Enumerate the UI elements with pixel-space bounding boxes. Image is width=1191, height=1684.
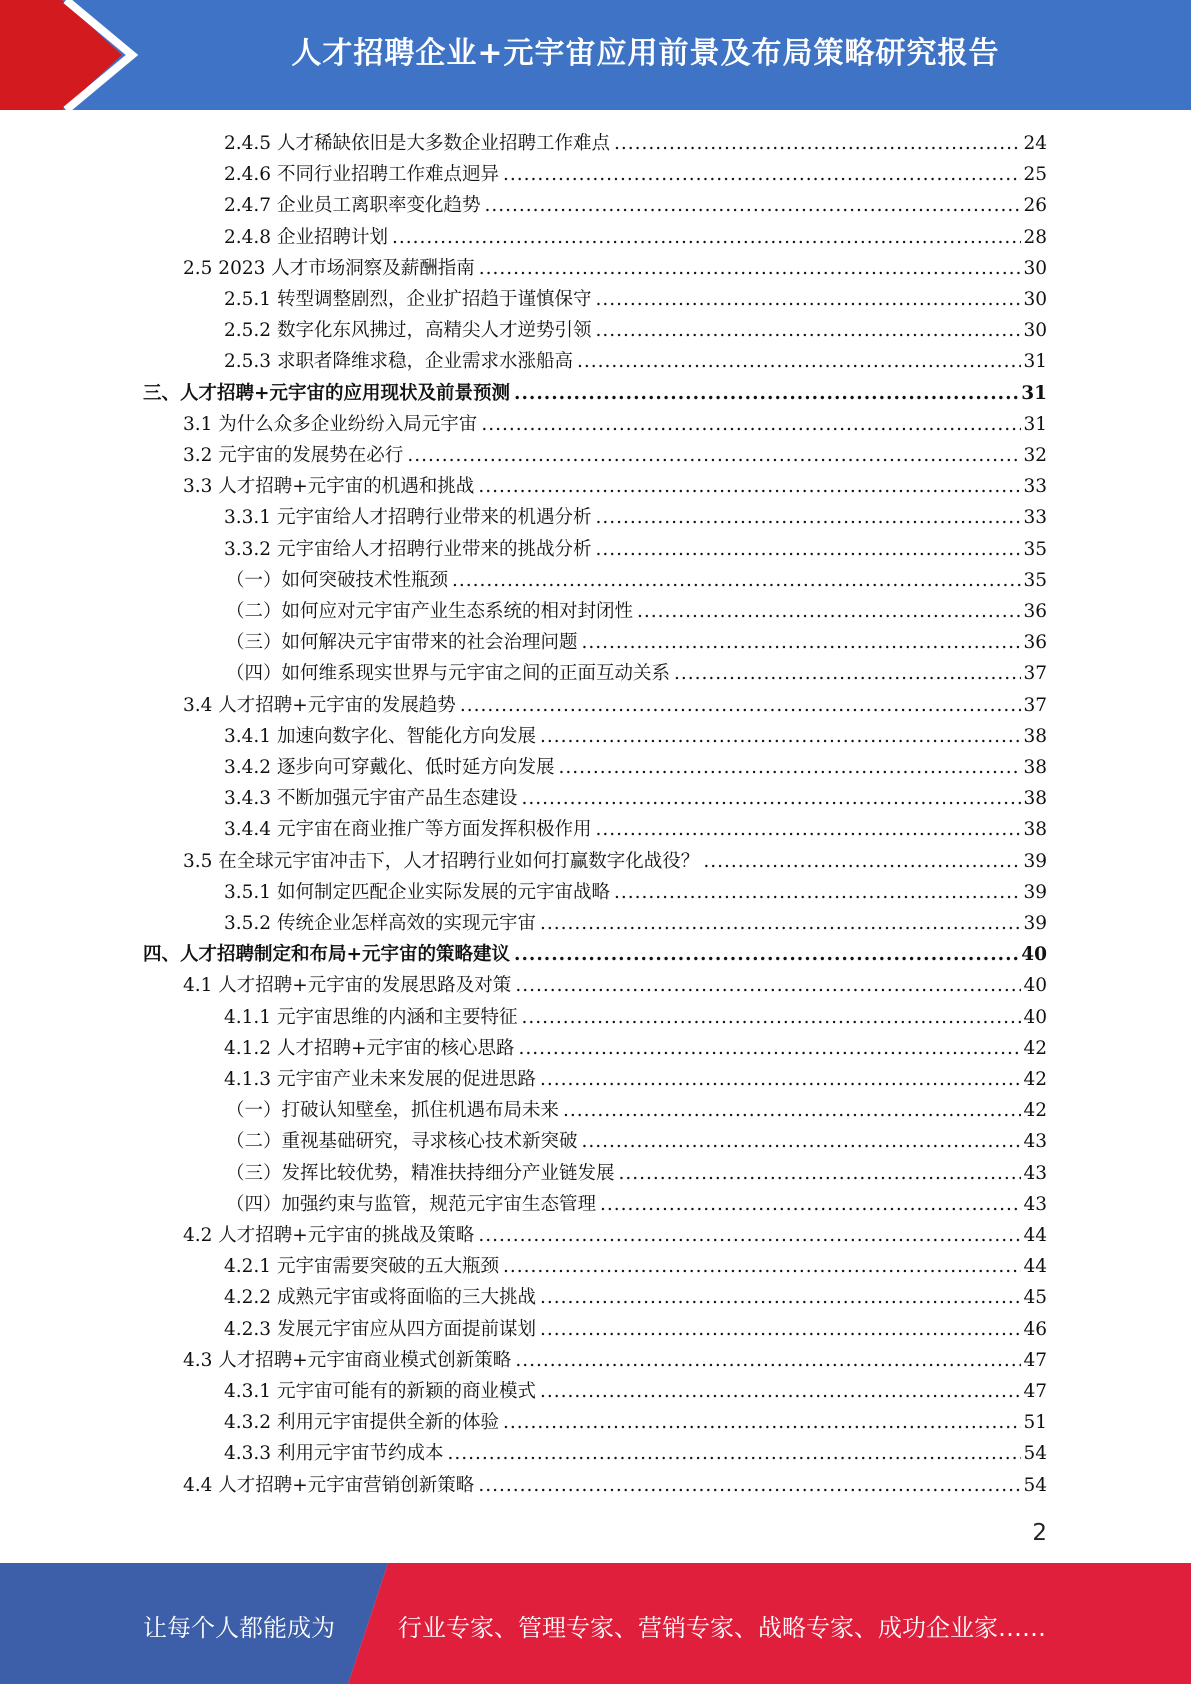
toc-entry[interactable] bbox=[183, 690, 1047, 721]
toc-entry-title: 3.4 人才招聘+元宇宙的发展趋势 bbox=[183, 694, 456, 716]
toc-entry-page: 38 bbox=[1023, 819, 1047, 841]
toc-entry-page: 43 bbox=[1023, 1162, 1047, 1184]
toc-entry[interactable] bbox=[224, 721, 1047, 752]
toc-entry-page: 40 bbox=[1023, 1006, 1047, 1028]
toc-entry[interactable] bbox=[183, 253, 1047, 284]
toc-dot-leader bbox=[392, 222, 1021, 253]
page-number: 2 bbox=[1032, 1520, 1047, 1546]
toc-entry-page: 28 bbox=[1023, 226, 1047, 248]
toc-dot-leader bbox=[595, 502, 1021, 533]
toc-entry-title: 3.2 元宇宙的发展势在必行 bbox=[183, 445, 404, 466]
toc-dot-leader bbox=[595, 284, 1021, 315]
toc-entry[interactable] bbox=[224, 877, 1047, 908]
toc-entry[interactable] bbox=[224, 908, 1047, 939]
toc-entry[interactable] bbox=[226, 658, 1047, 689]
toc-dot-leader bbox=[518, 1033, 1021, 1064]
toc-dot-leader bbox=[521, 1002, 1021, 1033]
toc-entry-page: 35 bbox=[1023, 569, 1047, 591]
toc-entry-title: 4.1.1 元宇宙思维的内涵和主要特征 bbox=[224, 1006, 518, 1028]
toc-dot-leader bbox=[460, 690, 1022, 721]
toc-dot-leader bbox=[540, 908, 1021, 939]
toc-entry-title: （一）打破认知壁垒，抓住机遇布局未来 bbox=[226, 1100, 560, 1122]
toc-entry-title: 3.5 在全球元宇宙冲击下，人才招聘行业如何打赢数字化战役？ bbox=[183, 850, 700, 872]
toc-entry-title: 三、人才招聘+元宇宙的应用现状及前景预测 bbox=[143, 382, 511, 404]
toc-entry[interactable] bbox=[226, 565, 1047, 596]
toc-entry[interactable] bbox=[183, 970, 1047, 1001]
toc-entry-page: 37 bbox=[1023, 663, 1047, 685]
toc-dot-leader bbox=[521, 783, 1021, 814]
toc-chapter[interactable] bbox=[143, 939, 1047, 970]
toc-entry[interactable] bbox=[224, 814, 1047, 845]
toc-entry-title: 4.2.3 发展元宇宙应从四方面提前谋划 bbox=[224, 1318, 536, 1340]
toc-entry-title: 2.5 2023 人才市场洞察及薪酬指南 bbox=[183, 257, 475, 279]
toc-dot-leader bbox=[481, 409, 1021, 440]
toc-entry[interactable] bbox=[224, 502, 1047, 533]
toc-dot-leader bbox=[540, 1282, 1021, 1313]
toc-entry-page: 43 bbox=[1023, 1193, 1047, 1215]
toc-entry-title: 2.4.6 不同行业招聘工作难点迥异 bbox=[224, 164, 499, 186]
toc-entry[interactable] bbox=[224, 1438, 1047, 1469]
toc-entry-title: 4.2.2 成熟元宇宙或将面临的三大挑战 bbox=[224, 1287, 536, 1309]
toc-dot-leader bbox=[503, 1407, 1021, 1438]
toc-entry[interactable] bbox=[224, 1376, 1047, 1407]
toc-dot-leader bbox=[619, 1158, 1022, 1189]
footer-slogan-left: 让每个人都能成为 bbox=[143, 1614, 335, 1642]
toc-entry[interactable] bbox=[224, 1033, 1047, 1064]
toc-entry-page: 33 bbox=[1023, 507, 1047, 529]
toc-entry-title: 3.3.2 元宇宙给人才招聘行业带来的挑战分析 bbox=[224, 538, 592, 560]
toc-entry-title: 3.4.2 逐步向可穿戴化、低时延方向发展 bbox=[224, 757, 555, 778]
toc-entry-title: 4.3.2 利用元宇宙提供全新的体验 bbox=[224, 1412, 499, 1434]
toc-entry-title: 3.3.1 元宇宙给人才招聘行业带来的机遇分析 bbox=[224, 507, 592, 529]
toc-entry[interactable] bbox=[224, 128, 1047, 159]
toc-dot-leader bbox=[595, 534, 1021, 565]
toc-entry-page: 38 bbox=[1023, 725, 1047, 747]
toc-dot-leader bbox=[407, 440, 1021, 471]
toc-entry[interactable] bbox=[224, 284, 1047, 315]
toc-entry-title: 四、人才招聘制定和布局+元宇宙的策略建议 bbox=[143, 944, 511, 966]
toc-entry[interactable] bbox=[224, 1002, 1047, 1033]
toc-dot-leader bbox=[703, 846, 1021, 877]
toc-entry-page: 51 bbox=[1023, 1412, 1047, 1434]
toc-entry-title: 2.4.7 企业员工离职率变化趋势 bbox=[224, 195, 481, 217]
toc-dot-leader bbox=[540, 721, 1021, 752]
toc-entry-title: （四）加强约束与监管，规范元宇宙生态管理 bbox=[226, 1193, 597, 1215]
toc-entry-title: （二）重视基础研究，寻求核心技术新突破 bbox=[226, 1131, 578, 1153]
toc-entry[interactable] bbox=[224, 783, 1047, 814]
toc-dot-leader bbox=[582, 627, 1022, 658]
toc-entry-page: 42 bbox=[1023, 1069, 1047, 1090]
toc-entry-page: 39 bbox=[1023, 881, 1047, 903]
toc-entry-page: 32 bbox=[1023, 445, 1047, 466]
toc-entry[interactable] bbox=[224, 1251, 1047, 1282]
toc-entry[interactable] bbox=[226, 596, 1047, 627]
footer-slogan-right: 行业专家、管理专家、营销专家、战略专家、成功企业家…… bbox=[398, 1614, 1046, 1642]
toc-entry[interactable] bbox=[224, 534, 1047, 565]
toc-dot-leader bbox=[540, 1376, 1021, 1407]
toc-entry[interactable] bbox=[226, 1158, 1047, 1189]
toc-entry-title: 2.5.2 数字化东风拂过，高精尖人才逆势引领 bbox=[224, 320, 592, 342]
toc-entry-title: 3.1 为什么众多企业纷纷入局元宇宙 bbox=[183, 413, 478, 435]
toc-entry-page: 30 bbox=[1023, 289, 1047, 310]
toc-entry[interactable] bbox=[226, 1095, 1047, 1126]
toc-dot-leader bbox=[503, 159, 1021, 190]
toc-dot-leader bbox=[595, 315, 1021, 346]
toc-entry[interactable] bbox=[224, 190, 1047, 221]
toc-entry-title: 3.5.1 如何制定匹配企业实际发展的元宇宙战略 bbox=[224, 881, 610, 903]
toc-entry-title: （二）如何应对元宇宙产业生态系统的相对封闭性 bbox=[226, 601, 634, 622]
toc-entry-page: 35 bbox=[1023, 538, 1047, 560]
header-bar bbox=[0, 0, 1191, 110]
toc-dot-leader bbox=[637, 596, 1021, 627]
toc-entry[interactable] bbox=[183, 440, 1047, 471]
toc-entry[interactable] bbox=[224, 159, 1047, 190]
toc-entry-title: 4.1.2 人才招聘+元宇宙的核心思路 bbox=[224, 1037, 515, 1059]
toc-entry-title: （三）如何解决元宇宙带来的社会治理问题 bbox=[226, 632, 578, 654]
toc-chapter[interactable] bbox=[143, 378, 1047, 409]
toc-entry-title: 4.3.1 元宇宙可能有的新颖的商业模式 bbox=[224, 1381, 536, 1402]
toc-dot-leader bbox=[484, 190, 1021, 221]
toc-dot-leader bbox=[515, 970, 1021, 1001]
toc-entry-title: 3.3 人才招聘+元宇宙的机遇和挑战 bbox=[183, 476, 475, 498]
toc-entry-page: 45 bbox=[1023, 1287, 1047, 1309]
toc-dot-leader bbox=[582, 1126, 1022, 1157]
toc-entry-page: 39 bbox=[1023, 850, 1047, 872]
toc-entry-page: 31 bbox=[1023, 351, 1047, 373]
report-title: 人才招聘企业+元宇宙应用前景及布局策略研究报告 bbox=[291, 36, 1000, 71]
toc-entry-page: 54 bbox=[1023, 1443, 1047, 1465]
toc-entry[interactable] bbox=[224, 1282, 1047, 1313]
toc-entry-title: 4.4 人才招聘+元宇宙营销创新策略 bbox=[183, 1474, 475, 1496]
toc-entry-page: 25 bbox=[1023, 164, 1047, 186]
toc-dot-leader bbox=[478, 1470, 1021, 1501]
toc-entry-page: 44 bbox=[1023, 1256, 1047, 1278]
toc-entry-title: 4.1.3 元宇宙产业未来发展的促进思路 bbox=[224, 1069, 536, 1090]
toc-entry[interactable] bbox=[224, 1064, 1047, 1095]
toc-dot-leader bbox=[563, 1095, 1021, 1126]
toc-entry-title: 3.4.4 元宇宙在商业推广等方面发挥积极作用 bbox=[224, 819, 592, 841]
toc-entry[interactable] bbox=[183, 1220, 1047, 1251]
toc-dot-leader bbox=[478, 1220, 1021, 1251]
toc-entry-page: 31 bbox=[1021, 382, 1047, 404]
toc-entry-title: 2.4.8 企业招聘计划 bbox=[224, 226, 388, 248]
toc-entry-page: 42 bbox=[1023, 1037, 1047, 1059]
toc-dot-leader bbox=[614, 877, 1021, 908]
toc-entry-title: 4.1 人才招聘+元宇宙的发展思路及对策 bbox=[183, 975, 512, 997]
toc-entry[interactable] bbox=[224, 315, 1047, 346]
toc-entry-page: 30 bbox=[1023, 320, 1047, 342]
toc-entry[interactable] bbox=[224, 1314, 1047, 1345]
toc-dot-leader bbox=[558, 752, 1021, 783]
toc-entry-page: 44 bbox=[1023, 1225, 1047, 1246]
toc-dot-leader bbox=[514, 378, 1019, 409]
toc-entry[interactable] bbox=[224, 222, 1047, 253]
toc-entry-page: 30 bbox=[1023, 257, 1047, 279]
toc-entry[interactable] bbox=[226, 1189, 1047, 1220]
toc-entry-title: 4.3.3 利用元宇宙节约成本 bbox=[224, 1443, 444, 1465]
toc-entry-page: 39 bbox=[1023, 913, 1047, 934]
toc-entry-page: 43 bbox=[1023, 1131, 1047, 1153]
toc-entry-page: 38 bbox=[1023, 788, 1047, 810]
toc-entry-title: 3.4.1 加速向数字化、智能化方向发展 bbox=[224, 725, 536, 747]
toc-entry-title: （一）如何突破技术性瓶颈 bbox=[226, 569, 449, 591]
toc-entry-page: 42 bbox=[1023, 1100, 1047, 1122]
toc-entry-page: 31 bbox=[1023, 413, 1047, 435]
toc-entry-page: 36 bbox=[1023, 601, 1047, 622]
toc-dot-leader bbox=[452, 565, 1021, 596]
toc-entry-title: 4.3 人才招聘+元宇宙商业模式创新策略 bbox=[183, 1349, 512, 1371]
toc-entry-page: 46 bbox=[1023, 1318, 1047, 1340]
toc-entry-title: 2.5.1 转型调整剧烈，企业扩招趋于谨慎保守 bbox=[224, 289, 592, 310]
toc-entry[interactable] bbox=[183, 471, 1047, 502]
toc-entry-page: 24 bbox=[1023, 133, 1047, 154]
toc-entry-page: 40 bbox=[1023, 975, 1047, 997]
toc-dot-leader bbox=[479, 253, 1022, 284]
toc-entry[interactable] bbox=[183, 846, 1047, 877]
toc-dot-leader bbox=[577, 346, 1021, 377]
toc-entry-page: 26 bbox=[1023, 195, 1047, 217]
toc-entry[interactable] bbox=[224, 752, 1047, 783]
toc-dot-leader bbox=[447, 1438, 1021, 1469]
toc-entry-title: 3.5.2 传统企业怎样高效的实现元宇宙 bbox=[224, 913, 536, 934]
toc-dot-leader bbox=[540, 1064, 1021, 1095]
toc-entry-page: 37 bbox=[1023, 694, 1047, 716]
toc-entry[interactable] bbox=[224, 1407, 1047, 1438]
toc-entry-page: 36 bbox=[1023, 632, 1047, 654]
toc-entry-page: 40 bbox=[1021, 944, 1047, 966]
toc-entry-page: 54 bbox=[1023, 1474, 1047, 1496]
toc-dot-leader bbox=[595, 814, 1021, 845]
toc-entry-title: 2.5.3 求职者降维求稳，企业需求水涨船高 bbox=[224, 351, 573, 373]
toc-dot-leader bbox=[503, 1251, 1021, 1282]
header-arrow-decoration bbox=[0, 0, 150, 110]
toc-entry-title: （四）如何维系现实世界与元宇宙之间的正面互动关系 bbox=[226, 663, 671, 685]
toc-entry-page: 47 bbox=[1023, 1381, 1047, 1402]
toc-entry-title: 2.4.5 人才稀缺依旧是大多数企业招聘工作难点 bbox=[224, 133, 610, 154]
toc-entry-title: （三）发挥比较优势，精准扶持细分产业链发展 bbox=[226, 1162, 615, 1184]
toc-entry[interactable] bbox=[183, 409, 1047, 440]
toc-dot-leader bbox=[540, 1314, 1021, 1345]
toc-entry[interactable] bbox=[226, 627, 1047, 658]
toc-entry-page: 47 bbox=[1023, 1349, 1047, 1371]
toc-dot-leader bbox=[514, 939, 1019, 970]
toc-entry-title: 3.4.3 不断加强元宇宙产品生态建设 bbox=[224, 788, 518, 810]
toc-entry-title: 4.2 人才招聘+元宇宙的挑战及策略 bbox=[183, 1225, 475, 1246]
toc-dot-leader bbox=[478, 471, 1021, 502]
toc-entry-title: 4.2.1 元宇宙需要突破的五大瓶颈 bbox=[224, 1256, 499, 1278]
toc-entry-page: 33 bbox=[1023, 476, 1047, 498]
toc-entry-page: 38 bbox=[1023, 757, 1047, 778]
toc-entry[interactable] bbox=[183, 1470, 1047, 1501]
toc-dot-leader bbox=[515, 1345, 1021, 1376]
toc-dot-leader bbox=[614, 128, 1021, 159]
toc-dot-leader bbox=[600, 1189, 1021, 1220]
toc-entry[interactable] bbox=[224, 346, 1047, 377]
toc-entry[interactable] bbox=[226, 1126, 1047, 1157]
toc-dot-leader bbox=[674, 658, 1021, 689]
toc-entry[interactable] bbox=[183, 1345, 1047, 1376]
